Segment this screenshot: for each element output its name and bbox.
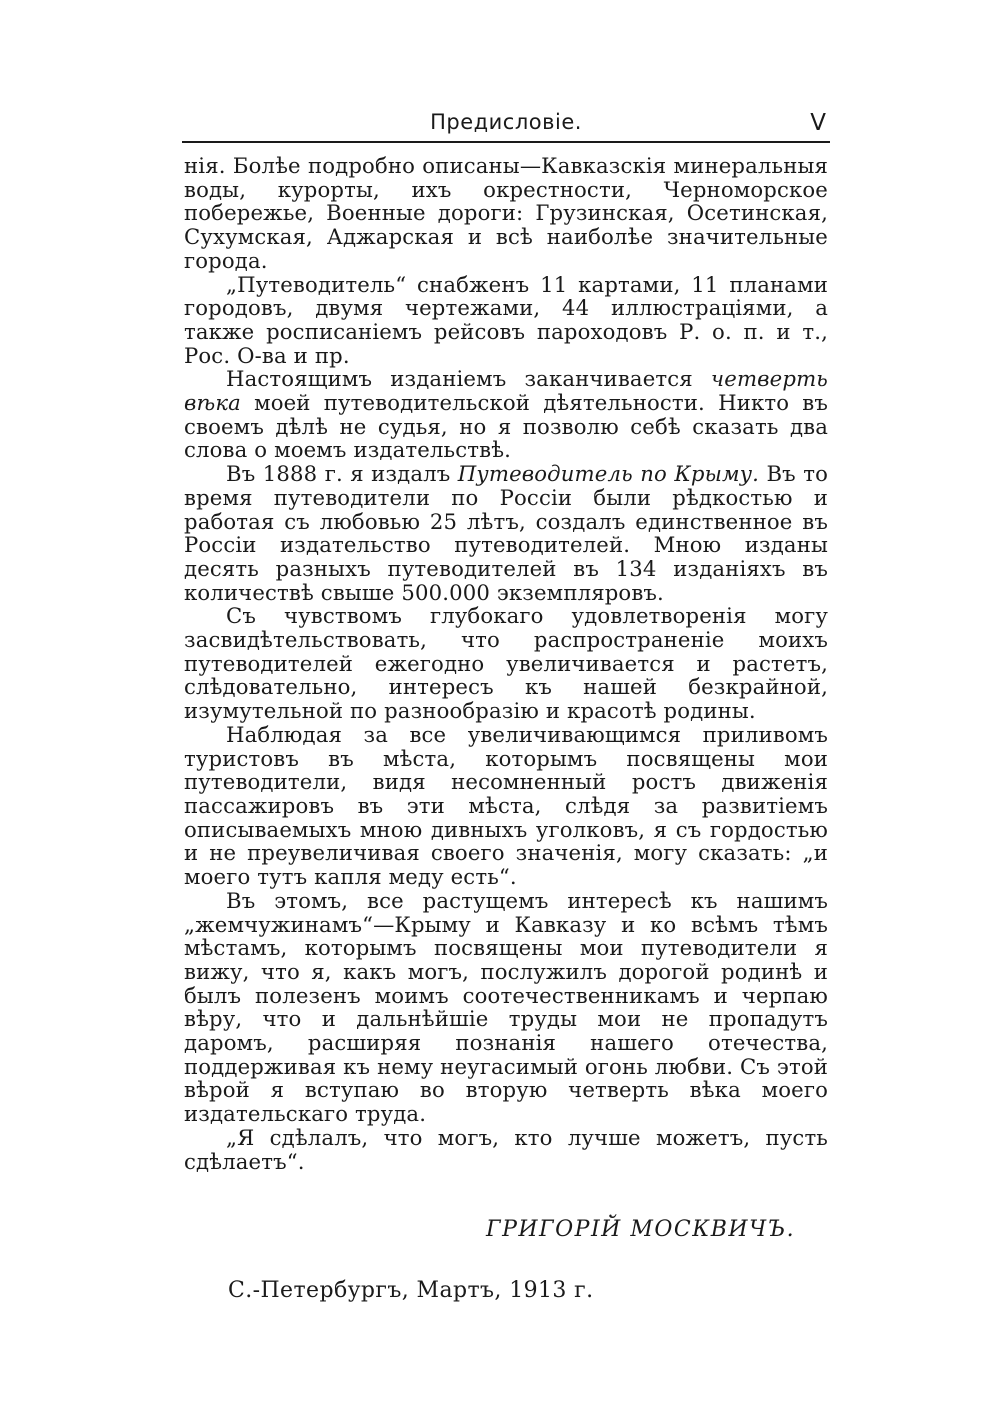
paragraph-continuation: нія. Болѣе подробно описаны—Кавказскія минеральныя воды, курорты, ихъ окрестности, Черноморское побережье, Военные дороги: Грузинская, Осетинская, Сухумская, Аджарская и всѣ наиболѣе значительные города.	[184, 153, 828, 273]
text-run: Настоящимъ изданіемъ заканчивается	[226, 366, 711, 392]
author-signature: ГРИГОРІЙ МОСКВИЧЪ.	[486, 1217, 796, 1242]
text-run: Въ 1888 г. я издалъ	[226, 461, 458, 487]
paragraph-quarter-century	[184, 367, 828, 462]
text-run: Въ то время путеводители по Россіи были рѣдкостью и работая съ любовью 25 лѣтъ, создалъ единственное въ Россіи издательство путеводителей. Мною изданы десять разныхъ путеводителей въ 134 изданіяхъ въ количествѣ свыше 500.000 экземпляровъ.	[184, 461, 828, 605]
paragraph-tourists: Наблюдая за все увеличивающимся приливомъ туристовъ въ мѣста, которымъ посвящены мои путеводители, видя несомненный ростъ движенія пассажировъ въ эти мѣста, слѣдя за развитіемъ описываемыхъ мною дивныхъ уголковъ, я съ гордостью и не преувеличивая своего значенія, могу сказать: „и моего тутъ капля меду есть“.	[184, 721, 828, 890]
header-rule	[182, 141, 830, 143]
italic-text: четверть вѣка	[184, 366, 828, 416]
paragraph-satisfaction: Съ чувствомъ глубокаго удовлетворенія могу засвидѣтельствовать, что распространеніе моихъ путеводителей ежегодно увеличивается и растетъ, слѣдовательно, интересъ къ нашей безкрайной, изумутельной по разнообразію и красотѣ родины.	[184, 603, 828, 724]
paragraph-closing-quote: „Я сдѣлалъ, что могъ, кто лучше можетъ, пусть сдѣлаетъ“.	[184, 1124, 828, 1174]
text-run: моей путеводительской дѣятельности. Никто въ своемъ дѣлѣ не судья, но я позволю себѣ сказать два слова о моемъ издательствѣ.	[184, 390, 828, 463]
running-header	[182, 110, 830, 140]
place-and-date: С.-Петербургъ, Мартъ, 1913 г.	[228, 1278, 594, 1303]
page-number: V	[810, 110, 826, 136]
italic-text: Путеводитель по Крыму.	[457, 461, 760, 487]
paragraph-guide-contents: „Путеводитель“ снабженъ 11 картами, 11 планами городовъ, двумя чертежами, 44 иллюстраціями, а также росписаніемъ рейсовъ пароходовъ Р. о. п. и т., Рос. О-ва и пр.	[184, 271, 828, 368]
paragraph-interest: Въ этомъ, все растущемъ интересѣ къ нашимъ „жемчужинамъ“—Крыму и Кавказу и ко всѣмъ тѣмъ мѣстамъ, которымъ посвящены мои путеводители я вижу, что я, какъ могъ, послужилъ дорогой родинѣ и былъ полезенъ моимъ соотечественникамъ и черпаю вѣру, что и дальнѣйшіе труды мои не пропадутъ даромъ, расширяя познанія нашего отечества, поддерживая къ нему неугасимый огонь любви. Съ этой вѣрой я вступаю во вторую четверть вѣка моего издательскаго труда.	[184, 887, 828, 1127]
header-title: Предисловіе.	[430, 110, 582, 134]
paragraph-history	[184, 462, 828, 604]
preface-text	[184, 154, 828, 1173]
